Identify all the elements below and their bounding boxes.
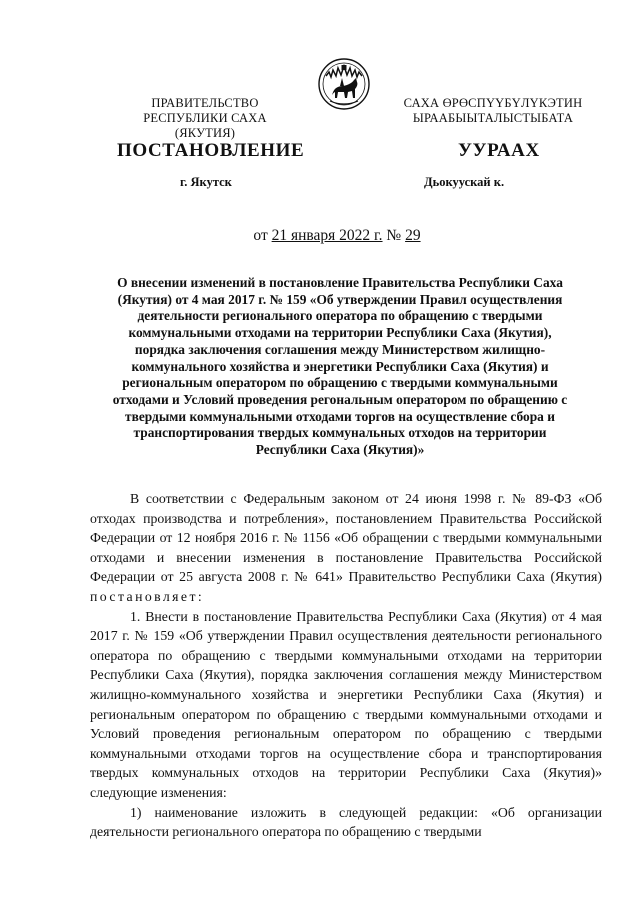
header-left-line2: РЕСПУБЛИКИ САХА (ЯКУТИЯ) <box>143 111 267 140</box>
header-right-line2: ЫРААБЫЫТАЛЫСТЫБАТА <box>412 111 574 125</box>
coat-of-arms-icon <box>318 56 370 112</box>
paragraph-subitem-1: 1) наименование изложить в следующей редакции: «Об организации деятельности регионального оператора по обращению с твердыми <box>90 804 602 840</box>
resolves-word: постановляет: <box>90 588 205 604</box>
preamble-paragraph <box>90 489 602 607</box>
preamble-text: В соответствии с Федеральным законом от 24 июня 1998 г. № 89-ФЗ «Об отходах производства и потребления», постановлением Правительства Российской Федерации от 12 ноября 2016 г. № 1156 «Об обращении с твердыми коммунальными отходами и внесении изменения в постановление Правительства Российской Федерации от 25 августа 2008 г. № 641» Правительство Республики Саха (Якутия) <box>90 491 602 585</box>
decree-body <box>90 489 602 842</box>
paragraph-item-1: 1. Внести в постановление Правительства Республики Саха (Якутия) от 4 мая 2017 г. № 159 «Об утверждении Правил осуществления деятельности регионального оператора по обращению с твердыми коммунальными отходами на территории Республики Саха (Якутия), порядка заключения соглашения между Министерством жилищно-коммунального хозяйства и энергетики Республики Саха (Якутия) и региональным оператором по обращению с твердыми коммунальными отходами и Условий проведения региональным оператором по обращению с твердыми коммунальными отходами торгов на осуществление сбора и транспортирования твердых коммунальных отходов на территории Республики Саха (Якутия)» следующие изменения: <box>90 608 602 800</box>
decree-date-number <box>0 227 640 245</box>
decree-prefix: от <box>253 227 272 244</box>
decree-number: 29 <box>405 227 421 244</box>
city-name-yakut: Дьокуускай к. <box>424 175 505 189</box>
decree-subject-title: О внесении изменений в постановление Правительства Республики Саха (Якутия) от 4 мая 2017 г. № 159 «Об утверждении Правил осуществления деятельности регионального оператора по обращению с твердыми коммунальными отходами на территории Республики Саха (Якутия), порядка заключения соглашения между Министерством жилищно-коммунального хозяйства и энергетики Республики Саха (Якутия) и региональным оператором по обращению с твердыми коммунальными отходами и Условий проведения регональным оператором по обращению с твердыми коммунальными отходами торгов на осуществление сбора и транспортирования твердых коммунальных отходов на территории Республики Саха (Якутия)» <box>112 275 568 458</box>
document-type-title: ПОСТАНОВЛЕНИЕ <box>117 140 305 161</box>
header-left-line1: ПРАВИТЕЛЬСТВО <box>151 96 259 110</box>
header-left-authority <box>112 96 298 141</box>
decree-number-sign: № <box>382 227 406 244</box>
header-right-authority <box>390 96 596 126</box>
city-name: г. Якутск <box>180 175 232 189</box>
document-type-title-yakut: УУРААХ <box>458 140 540 161</box>
decree-date: 21 января 2022 г. <box>271 227 383 244</box>
header-right-line1: САХА ӨРӨСПҮҮБҮЛҮКЭТИН <box>403 96 583 110</box>
